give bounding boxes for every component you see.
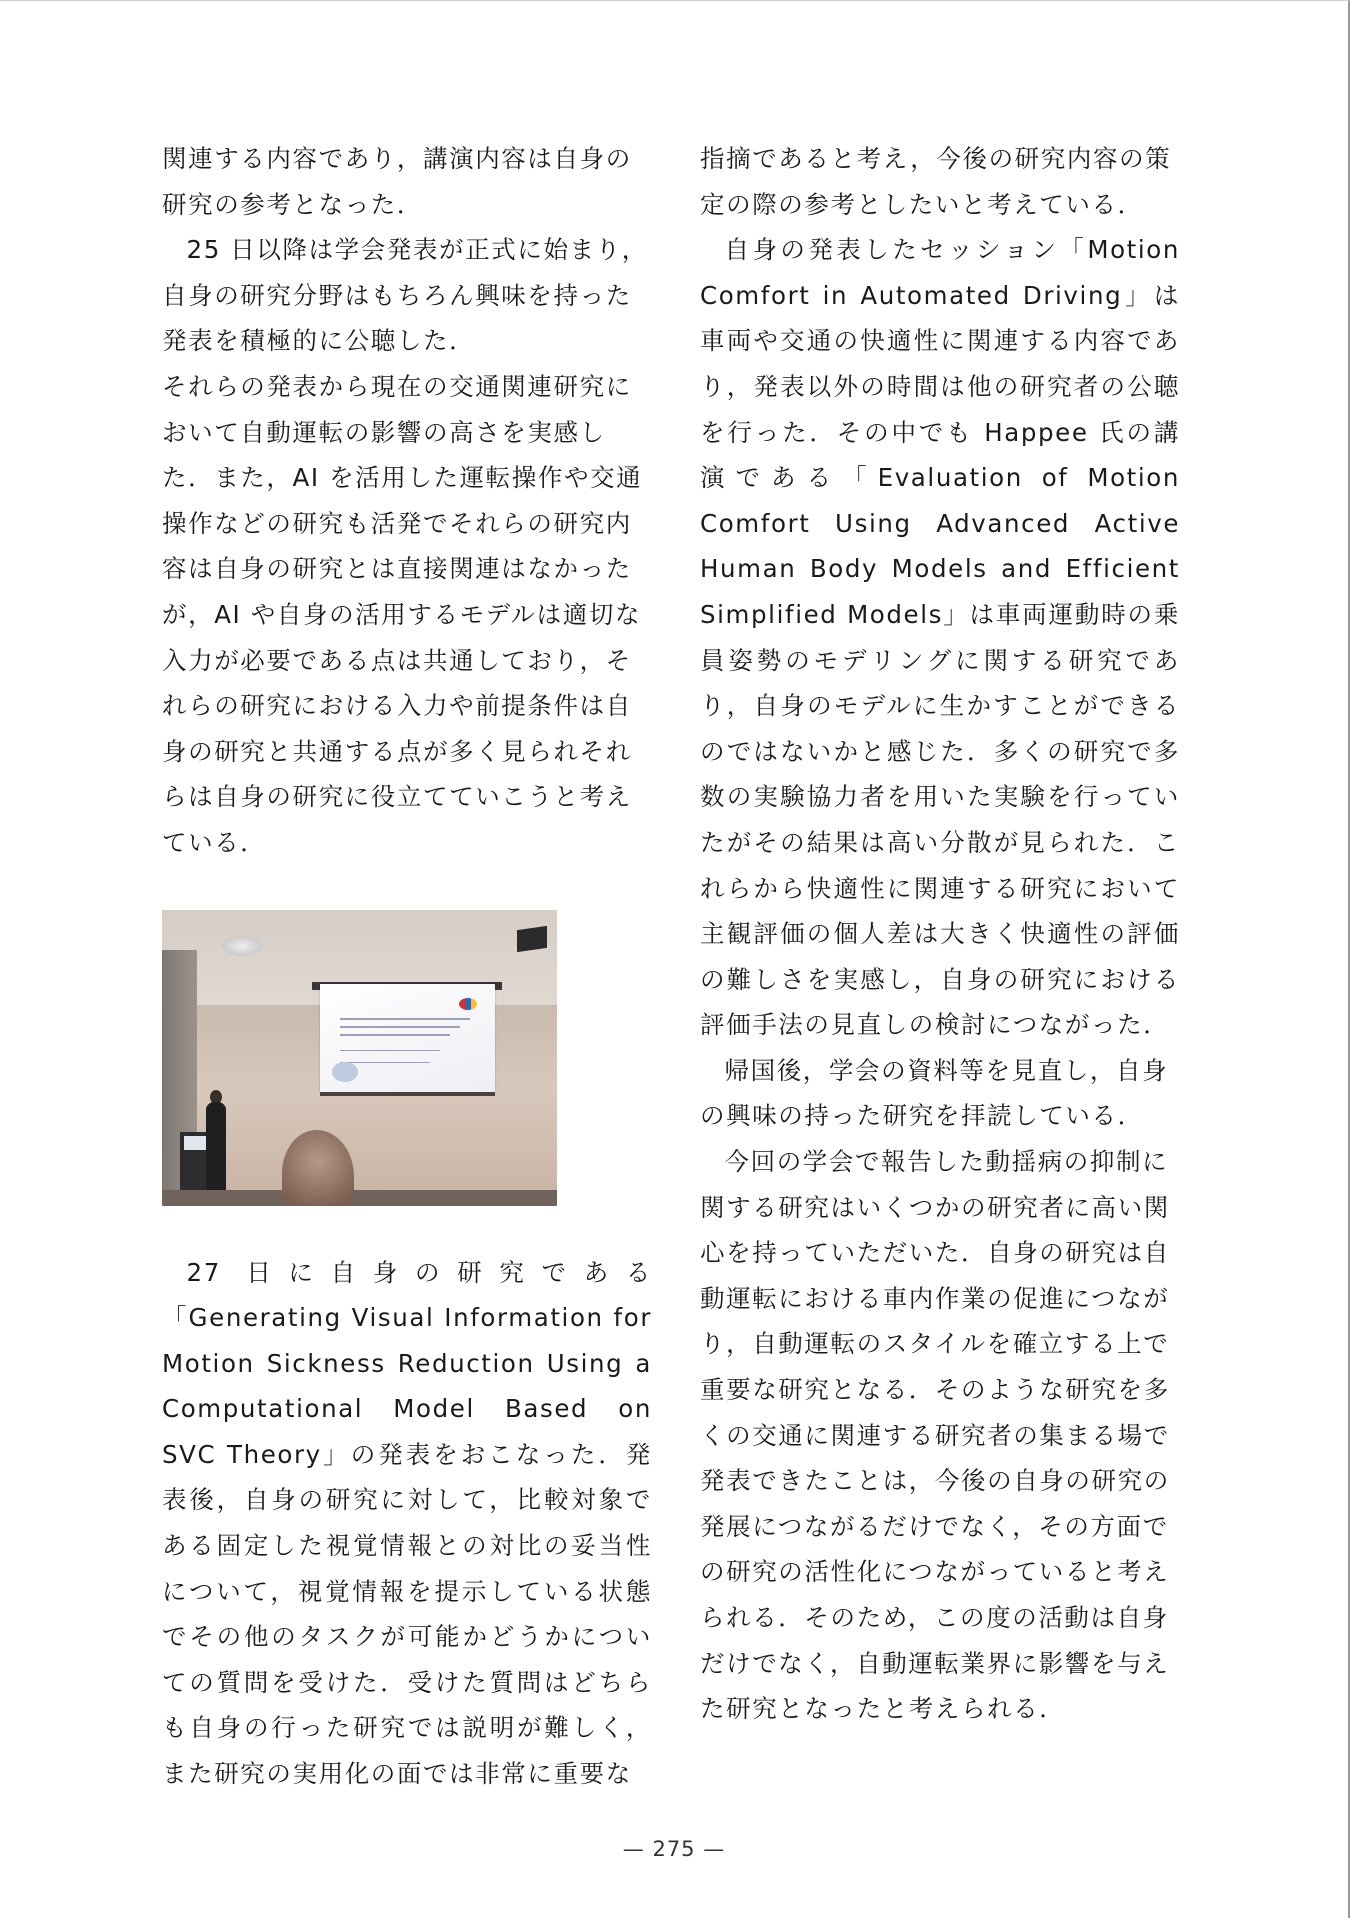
slide-title-line: [340, 1018, 470, 1020]
projection-screen: [320, 984, 495, 1092]
right-column: [700, 136, 1180, 1732]
left-column: [162, 136, 652, 1797]
presenter: [206, 1102, 226, 1202]
slide-author-line: [340, 1050, 440, 1051]
paragraph: 今回の学会で報告した動揺病の抑制に関する研究はいくつかの研究者に高い関心を持っていただいた．自身の研究は自動運転における車内作業の促進につながり，自動運転のスタイルを確立する上で重要な研究となる．そのような研究を多くの交通に関連する研究者の集まる場で発表できたことは，今後の自身の研究の発展につながるだけでなく，その方面での研究の活性化につながっていると考えられる．そのため，この度の活動は自身だけでなく，自動運転業界に影響を与えた研究となったと考えられる．: [700, 1147, 1170, 1724]
paragraph: 自身の発表したセッション「Motion Comfort in Automated Driving」は車両や交通の快適性に関連する内容であり，発表以外の時間は他の研究者の公聴を行った．その中でも Happee 氏の講演である「Evaluation of Motion Comfort Using Advanced Active Human Body Models and Efficient Simplified Models」は車両運動時の乗員姿勢のモデリングに関する研究であり，自身のモデルに生かすことができるのではないかと感じた．多くの研究で多数の実験協力者を用いた実験を行っていたがその結果は高い分散が見られた．これらから快適性に関連する研究において主観評価の個人差は大きく快適性の評価の難しさを実感し，自身の研究における評価手法の見直しの検討につながった．: [700, 235, 1180, 1040]
slide-title-line: [340, 1026, 460, 1028]
screen-bottom-bar: [320, 1092, 495, 1096]
paragraph: 関連する内容であり，講演内容は自身の研究の参考となった．: [162, 144, 632, 219]
paragraph: 25 日以降は学会発表が正式に始まり，自身の研究分野はもちろん興味を持った発表を積極的に公聴した．: [162, 235, 648, 356]
paragraph: それらの発表から現在の交通関連研究において自動運転の影響の高さを実感した．また，AI を活用した運転操作や交通操作などの研究も活発でそれらの研究内容は自身の研究とは直接関連はなかったが，AI や自身の活用するモデルは適切な入力が必要である点は共通しており，それらの研究における入力や前提条件は自身の研究と共通する点が多く見られそれらは自身の研究に役立てていこうと考えている．: [162, 371, 643, 857]
photo-speaker: [517, 925, 547, 951]
slide-author-line: [340, 1062, 430, 1063]
photo-floor: [162, 1190, 557, 1206]
slide-badge-icon: [332, 1062, 358, 1082]
photo-ceiling-vent: [222, 936, 262, 956]
conference-presentation-photo: [162, 910, 557, 1206]
page-number: — 275 —: [622, 1837, 726, 1861]
paragraph: 帰国後，学会の資料等を見直し，自身の興味の持った研究を拝読している．: [700, 1055, 1169, 1131]
paragraph: 指摘であると考え，今後の研究内容の策定の際の参考としたいと考えている．: [700, 144, 1172, 219]
paragraph: 27 日に自身の研究である「Generating Visual Information for Motion Sickness Reduction Using a Computational Model Based on SVC Theory」の発表をおこなった．発表後，自身の研究に対して，比較対象である固定した視覚情報との対比の妥当性について，視覚情報を提示している状態でその他のタスクが可能かどうかについての質問を受けた．受けた質問はどちらも自身の行った研究では説明が難しく，また研究の実用化の面では非常に重要な: [162, 1257, 652, 1789]
slide-title-line: [340, 1034, 450, 1036]
slide-logo-icon: [459, 998, 477, 1010]
podium-monitor: [184, 1136, 206, 1150]
audience-head: [282, 1130, 354, 1206]
